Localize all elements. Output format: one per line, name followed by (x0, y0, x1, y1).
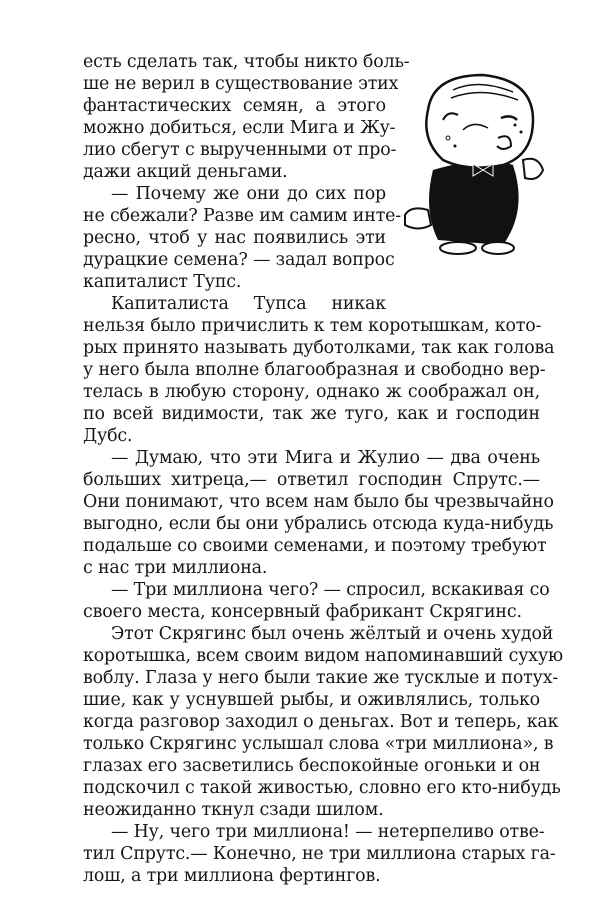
text-line: шие, как у уснувшей рыбы, и оживлялись, только (83, 690, 540, 710)
text-line: глазах его засветились беспокойные огоньки и он (83, 756, 541, 776)
text-line: нельзя было причислить к тем коротышкам, кото- (83, 316, 542, 336)
text-line: можно добиться, если Мига и Жу- (83, 118, 396, 138)
text-line: лош, а три миллиона фертингов. (83, 866, 381, 886)
text-line: Капиталиста Тупса никак (111, 294, 386, 314)
text-line: с нас три миллиона. (83, 558, 268, 578)
text-line: своего места, консервный фабрикант Скрягинс. (83, 602, 522, 622)
text-line: есть сделать так, чтобы никто боль- (83, 52, 410, 72)
text-line: тил Спрутс.— Конечно, не три миллиона старых га- (83, 844, 556, 864)
text-line: воблу. Глаза у него были такие же тусклые и потух- (83, 668, 559, 688)
text-line: по всей видимости, так же туго, как и господин (83, 404, 540, 424)
text-line: рых принято называть дуботолками, так как голова (83, 338, 555, 358)
text-line: дурацкие семена? — задал вопрос (83, 250, 395, 270)
text-line: у него была вполне благообразная и свободно вер- (83, 360, 546, 380)
text-line: ресно, чтоб у нас появились эти (83, 228, 386, 248)
text-line: подальше со своими семенами, и поэтому требуют (83, 536, 547, 556)
text-line: — Думаю, что эти Мига и Жулио — два очень (111, 448, 540, 468)
text-line: — Почему же они до сих пор (111, 184, 386, 204)
text-line: — Ну, чего три миллиона! — нетерпеливо отве- (111, 822, 545, 842)
text-line: ше не верил в существование этих (83, 74, 399, 94)
text-line: больших хитреца,— ответил господин Спрутс.— (83, 470, 540, 490)
text-line: — Три миллиона чего? — спросил, вскакивая со (111, 580, 550, 600)
text-line: Дубс. (83, 426, 133, 446)
text-line: лио сбегут с вырученными от про- (83, 140, 397, 160)
text-line: когда разговор заходил о деньгах. Вот и теперь, как (83, 712, 559, 732)
text-line: капиталист Тупс. (83, 272, 242, 292)
text-line: телась в любую сторону, однако ж соображал он, (83, 382, 540, 402)
text-line: фантастических семян, а этого (83, 96, 386, 116)
text-line: только Скрягинс услышал слова «три миллиона», в (83, 734, 554, 754)
text-line: дажи акций деньгами. (83, 162, 288, 182)
text-line: неожиданно ткнул сзади шилом. (83, 800, 384, 820)
text-line: Они понимают, что всем нам было бы чрезвычайно (83, 492, 554, 512)
text-line: подскочил с такой живостью, словно его кто-нибудь (83, 778, 561, 798)
text-line: не сбежали? Разве им самим инте- (83, 206, 402, 226)
character-illustration (393, 60, 553, 260)
text-line: коротышка, всем своим видом напоминавший сухую (83, 646, 564, 666)
text-line: выгодно, если бы они убрались отсюда куда-нибудь (83, 514, 554, 534)
text-line: Этот Скрягинс был очень жёлтый и очень худой (111, 624, 554, 644)
